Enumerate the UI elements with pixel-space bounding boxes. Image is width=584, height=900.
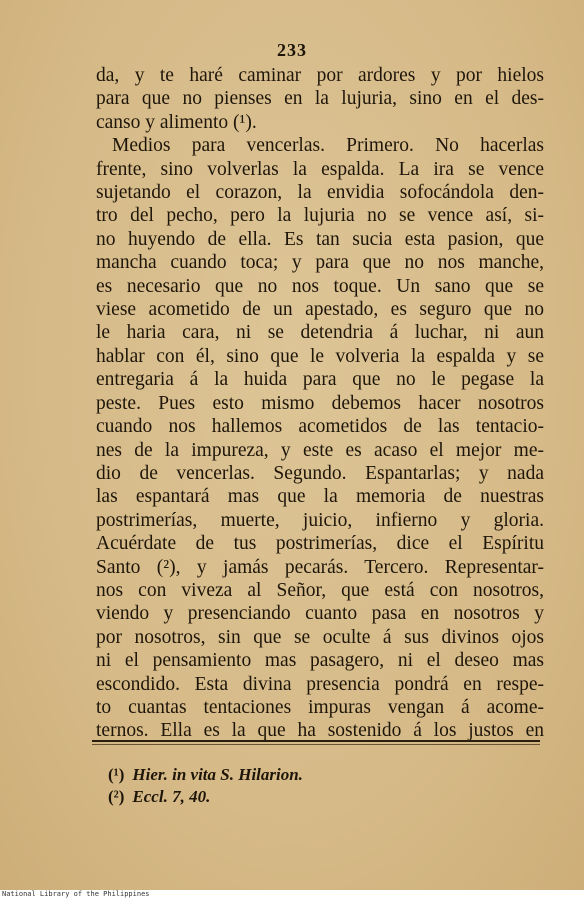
text-line: postrimerías, muerte, juicio, infierno y gloria. <box>96 509 544 531</box>
text-line: dio de vencerlas. Segundo. Espantarlas; y nada <box>96 462 544 484</box>
text-line: ternos. Ella es la que ha sostenido á los justos en <box>96 720 544 742</box>
text-line: nos con viveza al Señor, que está con nosotros, <box>96 579 544 601</box>
text-line: Medios para vencerlas. Primero. No hacerlas <box>112 135 544 157</box>
text-line: Acuérdate de tus postrimerías, dice el Espíritu <box>96 533 544 555</box>
text-line: para que no pienses en la lujuria, sino en el des- <box>96 88 544 110</box>
text-line: to cuantas tentaciones impuras vengan á acome- <box>96 696 544 718</box>
text-line: mancha cuando toca; y para que no nos manche, <box>96 252 544 274</box>
footnote-citation: Hier. in vita S. Hilarion. <box>132 765 303 784</box>
footnote-ref: (¹) <box>108 765 125 784</box>
text-line: por nosotros, sin que se oculte á sus divinos ojos <box>96 626 544 648</box>
text-line: escondido. Esta divina presencia pondrá en respe- <box>96 673 544 695</box>
text-line: nes de la impureza, y este es acaso el mejor me- <box>96 439 544 461</box>
text-line: no huyendo de ella. Es tan sucia esta pasion, que <box>96 228 544 250</box>
footnote-divider <box>92 740 540 742</box>
footnote-ref: (²) <box>108 787 125 806</box>
text-line: entregaria á la huida para que no le pegase la <box>96 369 544 391</box>
text-line: canso y alimento (¹). <box>96 111 257 133</box>
text-line: viese acometido de un apestado, es seguro que no <box>96 299 544 321</box>
footnote-divider-thin <box>92 744 540 745</box>
text-line: frente, sino volverlas la espalda. La ira se vence <box>96 158 544 180</box>
text-line: tro del pecho, pero la lujuria no se vence así, si- <box>96 205 544 227</box>
text-line: peste. Pues esto mismo debemos hacer nosotros <box>96 392 544 414</box>
footnote <box>108 764 528 786</box>
text-line: viendo y presenciando cuanto pasa en nosotros y <box>96 603 544 625</box>
text-line: hablar con él, sino que le volveria la espalda y se <box>96 345 544 367</box>
page-number: 233 <box>277 40 307 60</box>
text-line: Santo (²), y jamás pecarás. Tercero. Representar- <box>96 556 544 578</box>
text-line: las espantará mas que la memoria de nuestras <box>96 486 544 508</box>
text-line: cuando nos hallemos acometidos de las tentacio- <box>96 416 544 438</box>
text-line: le haria cara, ni se detendria á luchar, ni aun <box>96 322 544 344</box>
text-line: ni el pensamiento mas pasagero, ni el deseo mas <box>96 650 544 672</box>
body-text <box>96 64 544 743</box>
text-line: sujetando el corazon, la envidia sofocándola den- <box>96 182 544 204</box>
library-credit: National Library of the Philippines <box>2 890 150 898</box>
text-line: es necesario que no nos toque. Un sano que se <box>96 275 544 297</box>
footnote <box>108 786 528 808</box>
footnotes <box>108 764 528 808</box>
text-line: da, y te haré caminar por ardores y por hielos <box>96 65 544 86</box>
footnote-citation: Eccl. 7, 40. <box>132 787 211 806</box>
